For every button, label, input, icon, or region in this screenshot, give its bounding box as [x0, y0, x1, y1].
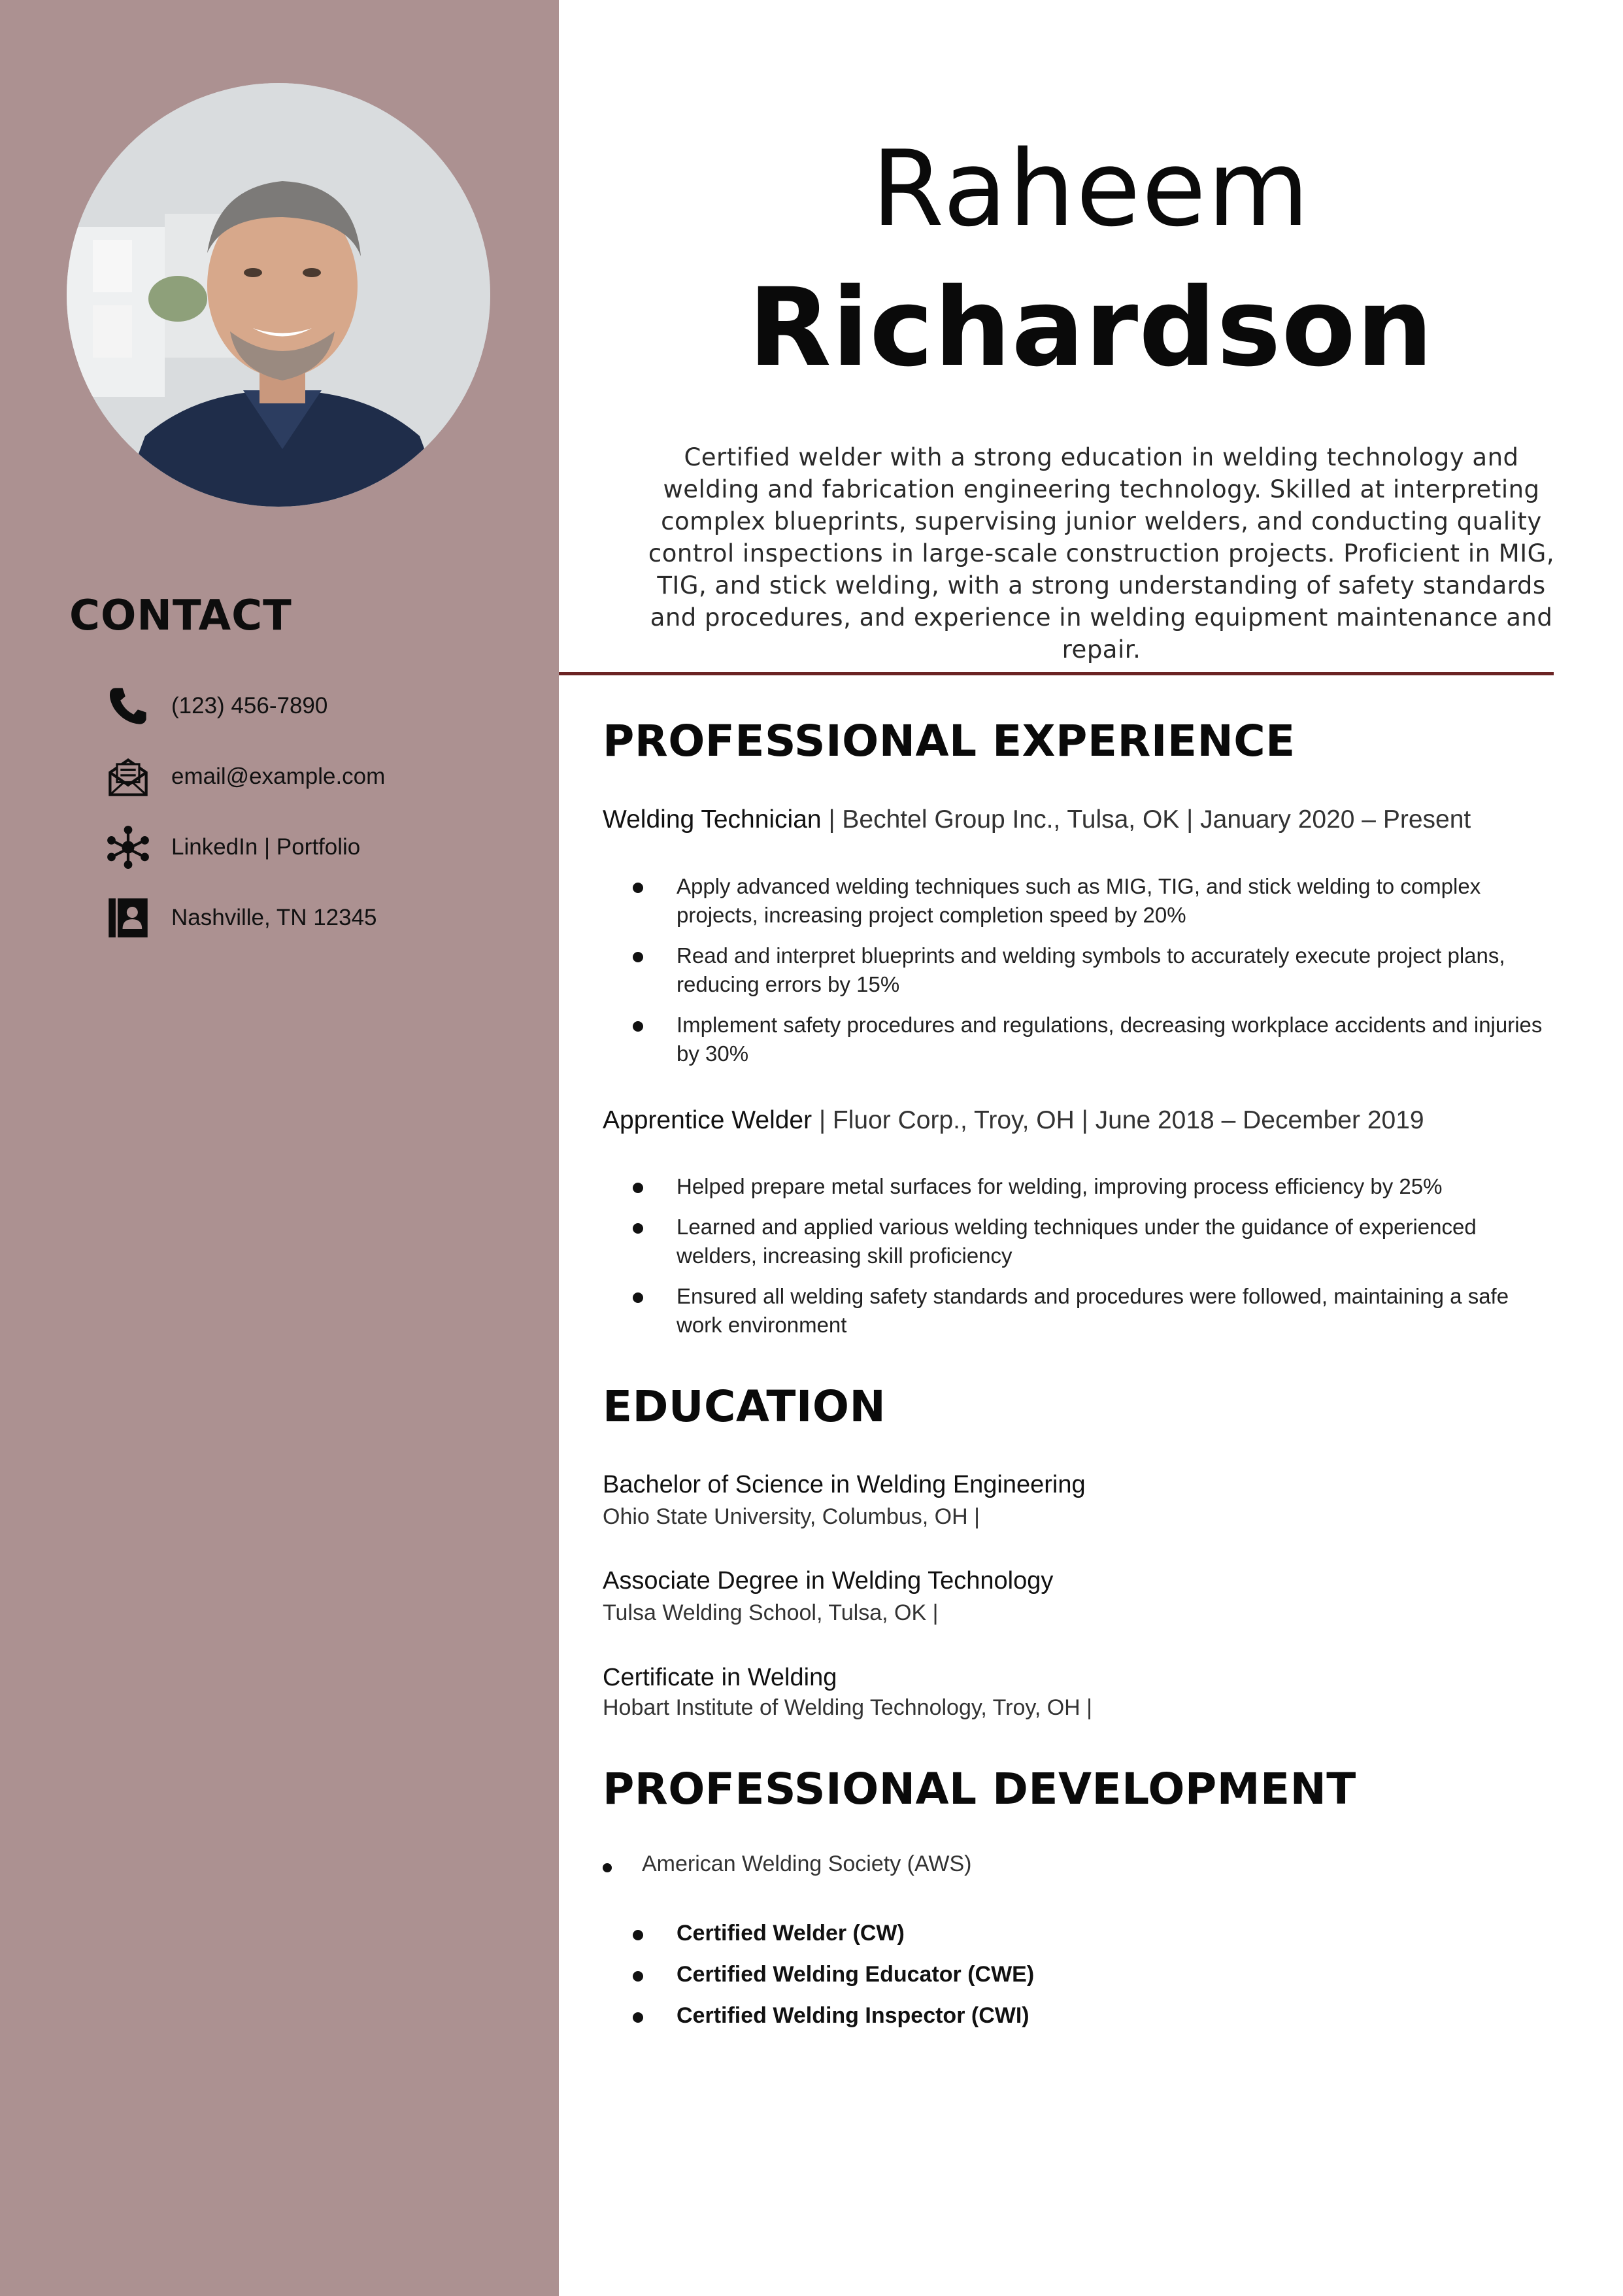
list-item: Helped prepare metal surfaces for welding, improving process efficiency by 25% — [627, 1172, 1556, 1201]
bullet-icon — [633, 1021, 643, 1032]
bullet-icon — [633, 952, 643, 962]
contact-phone — [105, 680, 327, 732]
job-meta: | Fluor Corp., Troy, OH | June 2018 – December 2019 — [812, 1106, 1424, 1134]
bullet-icon — [633, 1292, 643, 1303]
school: Hobart Institute of Welding Technology, Troy, OH | — [603, 1695, 1093, 1720]
job-title-line — [603, 1106, 1424, 1135]
experience-heading: PROFESSIONAL EXPERIENCE — [603, 716, 1296, 766]
phone-icon — [105, 683, 152, 730]
linkedin-portfolio: LinkedIn | Portfolio — [171, 834, 361, 860]
divider — [559, 672, 1554, 675]
envelope-icon — [105, 753, 152, 800]
first-name: Raheem — [871, 127, 1311, 250]
address-book-icon — [105, 894, 152, 941]
bullet-icon — [633, 1971, 643, 1982]
contact-email — [105, 751, 385, 803]
phone-number: (123) 456-7890 — [171, 693, 328, 718]
organization-name: American Welding Society (AWS) — [642, 1851, 972, 1876]
degree: Associate Degree in Welding Technology — [603, 1567, 1054, 1595]
bullet-icon — [633, 2012, 643, 2023]
list-item: Apply advanced welding techniques such as MIG, TIG, and stick welding to complex projects, increasing project completion speed by 20% — [627, 872, 1556, 930]
organization — [603, 1851, 972, 1877]
degree: Bachelor of Science in Welding Engineering — [603, 1471, 1086, 1498]
contact-heading: CONTACT — [69, 592, 292, 640]
network-icon — [105, 824, 152, 871]
school: Ohio State University, Columbus, OH | — [603, 1504, 980, 1529]
school: Tulsa Welding School, Tulsa, OK | — [603, 1600, 939, 1625]
job-bullets — [627, 1172, 1556, 1340]
development-heading: PROFESSIONAL DEVELOPMENT — [603, 1764, 1356, 1814]
degree: Certificate in Welding — [603, 1664, 837, 1691]
location: Nashville, TN 12345 — [171, 905, 377, 930]
bullet-icon — [633, 1183, 643, 1193]
education-heading: EDUCATION — [603, 1381, 886, 1432]
job-role: Welding Technician — [603, 805, 822, 834]
list-item: Certified Welder (CW) — [627, 1913, 1556, 1954]
list-item: Certified Welding Educator (CWE) — [627, 1954, 1556, 1995]
list-item: Read and interpret blueprints and welding symbols to accurately execute project plans, reducing errors by 15% — [627, 941, 1556, 999]
list-item: Certified Welding Inspector (CWI) — [627, 1995, 1556, 2036]
job-bullets — [627, 872, 1556, 1068]
bullet-icon — [633, 1223, 643, 1234]
email-address: email@example.com — [171, 764, 386, 789]
job-role: Apprentice Welder — [603, 1106, 812, 1134]
contact-links — [105, 821, 360, 873]
headshot-image — [67, 83, 490, 507]
job-meta: | Bechtel Group Inc., Tulsa, OK | January 2020 – Present — [821, 805, 1471, 834]
contact-address — [105, 892, 377, 944]
list-item: Implement safety procedures and regulations, decreasing workplace accidents and injuries by 30% — [627, 1011, 1556, 1068]
list-item: Ensured all welding safety standards and procedures were followed, maintaining a safe work environment — [627, 1282, 1556, 1340]
profile-photo — [67, 83, 490, 507]
certification-list — [627, 1913, 1556, 2036]
summary: Certified welder with a strong education in welding technology and welding and fabrication engineering technology. Skilled at interpreting complex blueprints, supervising junior welders, and conducting quality control inspections in large-scale construction projects. Proficient in MIG, TIG, and stick welding, with a strong understanding of safety standards and procedures, and experience in welding equipment maintenance and repair. — [648, 443, 1555, 664]
job-title-line — [603, 805, 1471, 834]
bullet-icon — [603, 1863, 612, 1872]
list-item: Learned and applied various welding techniques under the guidance of experienced welders, increasing skill proficiency — [627, 1213, 1556, 1270]
bullet-icon — [633, 1930, 643, 1940]
last-name: Richardson — [748, 265, 1434, 390]
bullet-icon — [633, 883, 643, 893]
